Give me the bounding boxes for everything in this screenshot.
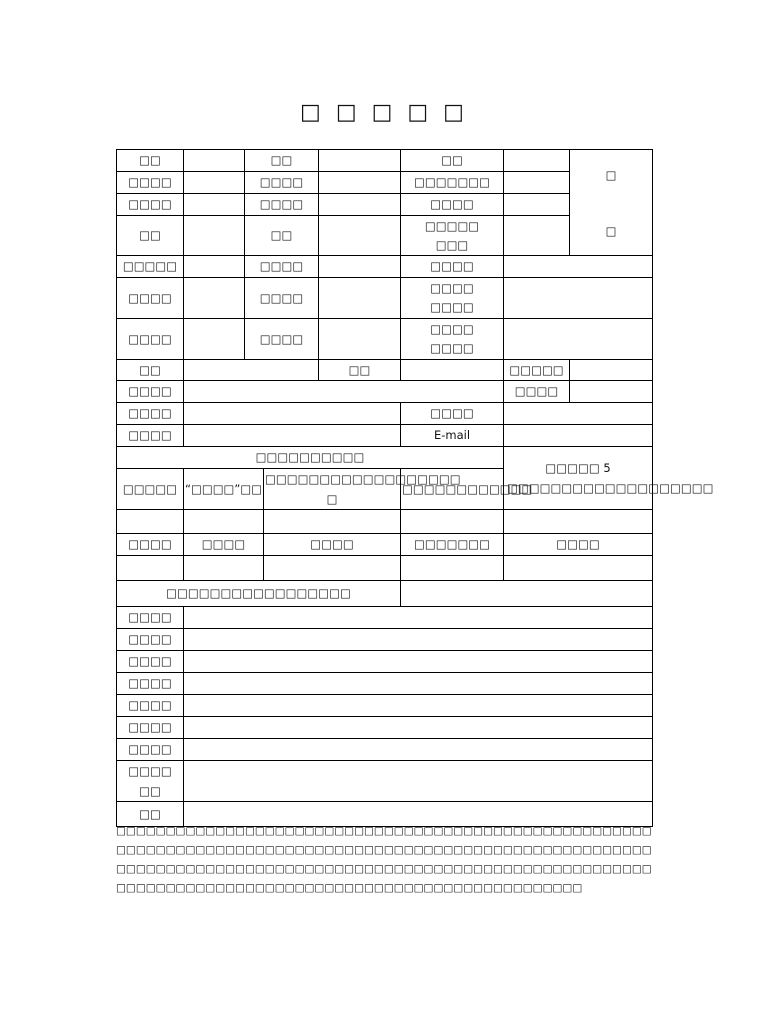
- field-value-cell[interactable]: [184, 278, 245, 319]
- field-label-line: □□□□: [128, 764, 172, 778]
- form-row: [117, 319, 653, 360]
- field-value-cell[interactable]: [401, 556, 504, 581]
- field-value-cell[interactable]: [570, 360, 653, 381]
- registration-form-table: [116, 149, 714, 827]
- field-value-cell[interactable]: [319, 194, 401, 216]
- field-value-cell[interactable]: [184, 695, 653, 717]
- field-label: □□: [117, 802, 184, 827]
- field-value-cell[interactable]: [184, 510, 264, 534]
- field-label-multiline: [401, 278, 504, 319]
- field-label: □□: [401, 150, 504, 172]
- field-label: □□□□: [401, 194, 504, 216]
- field-value-cell[interactable]: [264, 510, 401, 534]
- column-header-line: □□□□□□□□□□□□□□□□□□: [265, 472, 461, 486]
- field-value-cell[interactable]: [184, 381, 504, 403]
- field-label-line: □□□□: [430, 281, 474, 295]
- field-label: □□□□: [117, 651, 184, 673]
- field-value-cell[interactable]: [319, 216, 401, 256]
- field-label-line: □□□□□: [424, 218, 480, 233]
- field-label-multiline: [401, 216, 504, 256]
- field-label-line: □□□□: [430, 300, 474, 314]
- column-header: □□□□□: [117, 469, 184, 510]
- form-row: [117, 278, 653, 319]
- field-value-cell[interactable]: [504, 150, 570, 172]
- column-header-line: □: [326, 492, 338, 506]
- field-label: □□□□□: [117, 256, 184, 278]
- field-label: □□□□: [245, 194, 319, 216]
- field-label: □□□□: [117, 717, 184, 739]
- email-label: E-mail: [401, 425, 504, 447]
- form-row: [117, 607, 653, 629]
- field-value-cell[interactable]: [184, 556, 264, 581]
- form-row: [117, 581, 653, 607]
- field-label: □□□□: [117, 607, 184, 629]
- field-value-cell[interactable]: [504, 319, 653, 360]
- field-label: □□□□: [401, 256, 504, 278]
- field-value-cell[interactable]: [184, 629, 653, 651]
- field-label: □□: [117, 360, 184, 381]
- field-value-cell[interactable]: [401, 581, 653, 607]
- field-value-cell[interactable]: [319, 256, 401, 278]
- section-heading: □□□□□□□□□□: [117, 447, 504, 469]
- field-label-multiline: [401, 319, 504, 360]
- photo-label-top: □: [605, 168, 617, 182]
- field-label: □□□□□□□: [401, 172, 504, 194]
- field-label: □□□□: [117, 673, 184, 695]
- field-label-multiline: [117, 761, 184, 802]
- field-value-cell[interactable]: [184, 172, 245, 194]
- field-value-cell[interactable]: [319, 150, 401, 172]
- field-value-cell[interactable]: [184, 717, 653, 739]
- field-value-cell[interactable]: [184, 607, 653, 629]
- field-label: □□□□: [117, 403, 184, 425]
- column-header: □□□□: [117, 534, 184, 556]
- field-value-cell[interactable]: [184, 194, 245, 216]
- field-label: □□□□: [245, 256, 319, 278]
- field-value-cell[interactable]: [117, 556, 184, 581]
- column-header: “□□□□”□□: [184, 469, 264, 510]
- form-row: [117, 534, 653, 556]
- form-row: [117, 695, 653, 717]
- field-label: □□□□: [245, 172, 319, 194]
- notice-text: □□□□□ 5 □□□□□□□□□□□□□□□□□□□: [507, 461, 714, 495]
- field-value-cell[interactable]: [184, 403, 401, 425]
- field-label: □□□□: [245, 278, 319, 319]
- field-value-cell[interactable]: [504, 278, 653, 319]
- field-value-cell[interactable]: [319, 319, 401, 360]
- field-value-cell[interactable]: [184, 216, 245, 256]
- column-header: □□□□: [184, 534, 264, 556]
- field-value-cell[interactable]: [504, 172, 570, 194]
- field-value-cell[interactable]: [504, 556, 653, 581]
- field-label: □□□□: [117, 172, 184, 194]
- field-label: □□: [117, 216, 184, 256]
- field-value-cell[interactable]: [184, 651, 653, 673]
- field-label: □□□□: [117, 319, 184, 360]
- field-value-cell[interactable]: [184, 360, 319, 381]
- field-value-cell[interactable]: [184, 673, 653, 695]
- field-value-cell[interactable]: [401, 360, 504, 381]
- field-value-cell[interactable]: [504, 216, 570, 256]
- form-row: [117, 150, 653, 172]
- field-label-line: □□□: [435, 237, 469, 252]
- field-label-line: □□□□: [430, 322, 474, 336]
- footnote: □□□□□□□□□□□□□□□□□□□□□□□□□□□□□□□□□□□□□□□□□□□□□□□□□□□□□□□□□□□□□□□□□□□□□□□□□□□□□□□□□□□□□□□□□□□□□□□□□□□□□□□□□□□□□□□□□□□□□□□□□□□□□□□□□□□□□□□□□□□□□□□□□□□□□□□□□□□□□□□□□□□□□□□□□□□□□□□□□□□□□□□□□□□□□□□□□□□□□□□□□□□□□□□□□: [116, 825, 652, 894]
- field-value-cell[interactable]: [319, 172, 401, 194]
- field-label: □□: [245, 150, 319, 172]
- field-value-cell[interactable]: [117, 510, 184, 534]
- field-value-cell[interactable]: [184, 256, 245, 278]
- field-label: □□: [245, 216, 319, 256]
- email-value-cell[interactable]: [504, 425, 653, 447]
- field-value-cell[interactable]: [184, 425, 401, 447]
- column-header: □□□□: [504, 534, 653, 556]
- field-label-line: □□□□: [430, 341, 474, 355]
- form-row: [117, 629, 653, 651]
- photo-cell[interactable]: [570, 150, 653, 256]
- form-row: [117, 556, 653, 581]
- photo-label-bottom: □: [605, 224, 617, 238]
- field-label: □□□□: [401, 403, 504, 425]
- column-header: □□□□□□□: [401, 534, 504, 556]
- field-label: □□□□: [117, 381, 184, 403]
- field-label: □□: [117, 150, 184, 172]
- field-value-cell[interactable]: [184, 761, 653, 802]
- field-value-cell[interactable]: [504, 194, 570, 216]
- form-row: [117, 360, 653, 381]
- form-row: [117, 717, 653, 739]
- field-label: □□□□: [504, 381, 570, 403]
- field-value-cell[interactable]: [184, 150, 245, 172]
- field-value-cell[interactable]: [570, 381, 653, 403]
- field-label: □□□□: [117, 278, 184, 319]
- field-label: □□□□: [117, 695, 184, 717]
- form-row: [117, 256, 653, 278]
- field-value-cell[interactable]: [184, 739, 653, 761]
- field-label: □□□□: [117, 739, 184, 761]
- column-header: □□□□: [264, 534, 401, 556]
- field-label: □□□□: [117, 194, 184, 216]
- field-label-line: □□: [139, 784, 161, 798]
- field-value-cell[interactable]: [504, 510, 653, 534]
- field-label: □□□□□: [504, 360, 570, 381]
- form-row: [117, 510, 653, 534]
- form-row: [117, 673, 653, 695]
- field-label: □□□□: [245, 319, 319, 360]
- form-row: [117, 447, 653, 469]
- field-value-cell[interactable]: [504, 403, 653, 425]
- notice-cell: [504, 447, 714, 510]
- field-value-cell[interactable]: [504, 256, 653, 278]
- form-row: [117, 425, 653, 447]
- field-value-cell[interactable]: [319, 278, 401, 319]
- field-label: □□□□: [117, 425, 184, 447]
- field-value-cell[interactable]: [401, 510, 504, 534]
- form-row: [117, 651, 653, 673]
- form-row: [117, 739, 653, 761]
- form-title: □ □ □ □ □: [300, 100, 468, 125]
- field-label: □□: [319, 360, 401, 381]
- section-heading: □□□□□□□□□□□□□□□□□: [117, 581, 401, 607]
- form-row: [117, 761, 653, 802]
- form-row: [117, 403, 653, 425]
- column-header: □□□□□□□□□□□□: [401, 469, 504, 510]
- field-value-cell[interactable]: [184, 319, 245, 360]
- column-header-multiline: [264, 469, 461, 510]
- field-value-cell[interactable]: [264, 556, 401, 581]
- form-row: [117, 381, 653, 403]
- field-label: □□□□: [117, 629, 184, 651]
